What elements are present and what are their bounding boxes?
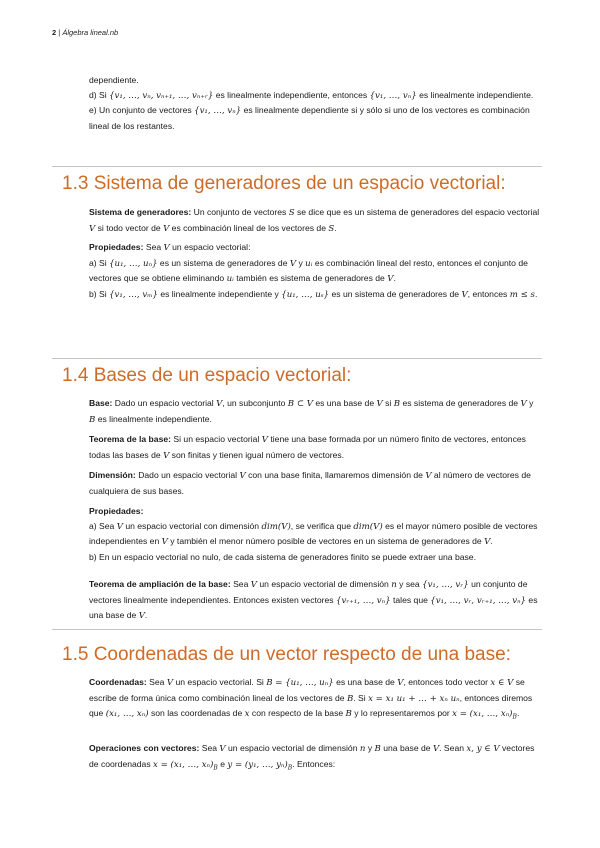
- notebook-name: Álgebra lineal.nb: [62, 28, 119, 37]
- operaciones-con-vectores: Operaciones con vectores: Sea V un espacio vectorial de dimensión n y B una base de V. Sean x, y ∈ V vectores de coordenadas x = (x₁, …, $x_n)_B$ e y = (y₁, …, $y_n)_B$. Entonces:: [89, 743, 535, 772]
- math-set: {v₁, …, vₙ, vₙ₊₁, …, vₙ₊ᵣ}: [109, 90, 214, 101]
- propiedad-a: a) Sea V un espacio vectorial con dimensión dim(V), se verifica que dim(V) es el mayor número posible de vectores independientes en V y también el menor número posible de vectores en un sistema de generadores de V.: [89, 520, 538, 548]
- section-divider: [52, 358, 542, 359]
- page-header: [52, 28, 118, 37]
- intro-item-e: e) Un conjunto de vectores {v₁, …, vₙ} es linealmente dependiente si y sólo si uno de los vectores es combinación lineal de los restantes.: [89, 105, 530, 131]
- propiedad-b: b) Si {v₁, …, vₘ} es linealmente independiente y {u₁, …, uₛ} es un sistema de generadores de V, entonces m ≤ s.: [89, 288, 538, 300]
- teorema-de-la-base: Teorema de la base: Si un espacio vectorial V tiene una base formada por un número finito de vectores, entonces todas las bases de V son finitas y tienen igual número de vectores.: [89, 434, 526, 461]
- intro-dependiente: dependiente.: [89, 75, 139, 85]
- header-separator: |: [58, 28, 61, 37]
- section-1-3-title: 1.3 Sistema de generadores de un espacio vectorial:: [62, 173, 506, 194]
- propiedad-a: a) Si {u₁, …, uₙ} es un sistema de generadores de V y uᵢ es combinación lineal del resto, entonces el conjunto de vectores que se obtiene eliminando uᵢ también es sistema de generadores de V.: [89, 257, 528, 285]
- section-1-5-title: 1.5 Coordenadas de un vector respecto de una base:: [62, 644, 511, 665]
- propiedades-1-4: Propiedades: a) Sea V un espacio vectorial con dimensión dim(V), se verifica que dim(V) es el mayor número posible de vectores independientes en V y también el menor número posible de vectores en un sistema de generadores de V. b) En un espacio vectorial no nulo, de cada sistema de generadores finito se puede extraer una base.: [89, 504, 541, 564]
- dimension-definition: Dimensión: Dado un espacio vectorial V con una base finita, llamaremos dimensión de V al número de vectores de cualquiera de sus bases.: [89, 470, 531, 496]
- definition-label: Sistema de generadores:: [89, 207, 192, 217]
- coordenadas-definition: Coordenadas: Sea V un espacio vectorial. Si B = {u₁, …, uₙ} es una base de V, entonces todo vector x ∈ V se escribe de forma única como combinación lineal de los vectores de B. Si x = x₁ u₁ + … + xₙ uₙ, entonces diremos que (x₁, …, xₙ) son las coordenadas de x con respecto de la base B y lo representaremos por x = (x₁, …, $x_n)_B$.: [89, 677, 533, 721]
- teorema-ampliacion: Teorema de ampliación de la base: Sea V un espacio vectorial de dimensión n y sea {v₁, …, vᵣ} un conjunto de vectores linealmente independientes. Entonces existen vectores {vᵣ₊₁, …, vₙ} tales que {v₁, …, vᵣ, vᵣ₊₁, …, vₙ} es una base de V.: [89, 579, 538, 622]
- propiedad-b: b) En un espacio vectorial no nulo, de cada sistema de generadores finito se puede extraer una base.: [89, 551, 476, 562]
- section-divider: [52, 166, 542, 167]
- sistema-generadores-definition: Sistema de generadores: Un conjunto de vectores S se dice que es un sistema de generadores del espacio vectorial V si todo vector de V es combinación lineal de los vectores de S.: [89, 207, 540, 234]
- math-set: {v₁, …, vₙ}: [369, 90, 417, 101]
- base-definition: Base: Dado un espacio vectorial V, un subconjunto B ⊂ V es una base de V si B es sistema de generadores de V y B es linealmente independiente.: [89, 398, 534, 425]
- intro-item-d: d) Si {v₁, …, vₙ, vₙ₊₁, …, vₙ₊ᵣ} es linealmente independiente, entonces {v₁, …, vₙ} es linealmente independiente.: [89, 89, 534, 101]
- propiedades-1-3: [89, 240, 541, 302]
- page-number: 2: [52, 28, 57, 37]
- propiedades-intro: Propiedades: Sea V un espacio vectorial:: [89, 242, 251, 253]
- math-set: {v₁, …, vₙ}: [194, 106, 242, 117]
- section-divider: [52, 629, 542, 630]
- section-1-4-title: 1.4 Bases de un espacio vectorial:: [62, 365, 352, 386]
- intro-paragraph: [89, 73, 541, 133]
